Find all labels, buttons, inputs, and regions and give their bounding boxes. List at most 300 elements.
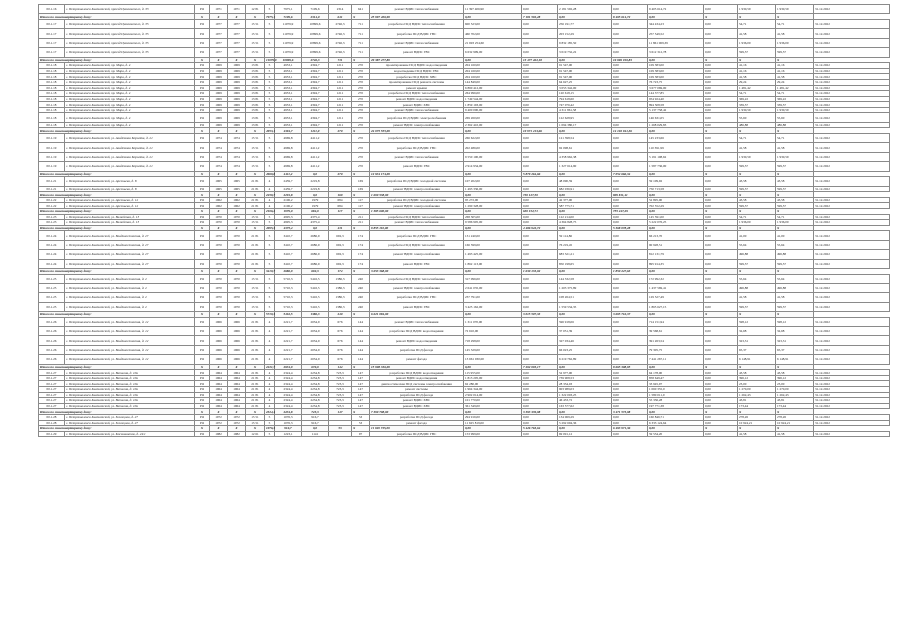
total-cell: 12 934 174,00 — [370, 171, 464, 177]
table-cell: 11079,9 — [275, 48, 302, 57]
table-cell: 0,00 — [704, 91, 738, 97]
total-cell: 730 127,50 — [522, 192, 558, 198]
table-cell: 5 — [265, 91, 275, 97]
table-cell: 145 233,66 — [648, 134, 704, 143]
table-cell: 1386,3 — [329, 293, 352, 302]
table-cell: 1211 — [329, 63, 352, 69]
work-type-cell: ремонт ВДИС водоотведения — [370, 375, 464, 381]
table-cell: 2746,3 — [329, 19, 352, 28]
table-cell: 0,00 — [612, 19, 648, 28]
total-cell: X — [228, 426, 246, 432]
table-cell: 1 936,00 — [738, 38, 776, 47]
table-cell: 21 81 — [246, 387, 265, 393]
table-cell: 0,00 — [612, 162, 648, 171]
table-cell: 1964 — [210, 403, 228, 409]
table-cell: 0,00 — [522, 38, 558, 47]
table-cell: 43,58 — [776, 197, 814, 203]
total-cell: X — [352, 409, 370, 415]
table-cell: 00.1.18 — [39, 102, 65, 108]
table-cell: 0,00 — [612, 48, 648, 57]
table-cell: 278,26 — [738, 414, 776, 420]
table-cell: 240 — [352, 293, 370, 302]
address-cell: г. Петропавловск-Камчатский, ул. Владивостокская, д. 27 — [65, 231, 195, 240]
table-cell: 31.12.2022 — [814, 38, 890, 47]
address-cell: г. Петропавловск-Камчатский, ул. Владивостокская, д. 12 — [65, 336, 195, 345]
total-cell: X — [352, 208, 370, 214]
table-cell: 31.12.2022 — [814, 250, 890, 259]
total-cell: X — [352, 171, 370, 177]
table-cell: 4 — [265, 381, 275, 387]
table-cell: 0,00 — [522, 398, 558, 404]
table-cell: 0,00 — [522, 79, 558, 85]
table-cell: 1 964 344,00 — [464, 387, 522, 393]
table-cell: 0,00 — [704, 134, 738, 143]
table-cell: 7 441 267,11 — [648, 355, 704, 364]
table-cell: 684 — [329, 203, 352, 209]
table-cell: 13 81 — [246, 122, 265, 128]
table-cell: 55,60 — [776, 113, 814, 122]
table-cell: 0,00 — [704, 186, 738, 192]
table-cell: 4 — [265, 203, 275, 209]
table-cell: 270 — [352, 122, 370, 128]
table-cell: 599,57 — [776, 302, 814, 311]
table-cell: 0,00 — [704, 387, 738, 393]
address-cell: г. Петропавловск-Камчатский, ул. Виталия, д. 10а — [65, 398, 195, 404]
table-cell: 396,12 — [776, 375, 814, 381]
table-cell: РО — [195, 152, 210, 161]
table-cell: 13 81 — [246, 63, 265, 69]
table-cell: 1 203 375,89 — [558, 283, 612, 292]
table-cell: 270 — [352, 113, 370, 122]
table-cell: 4 — [265, 403, 275, 409]
table-cell: 2034,9 — [302, 345, 329, 354]
table-cell: 723,3 — [329, 370, 352, 376]
table-cell: 0,00 — [612, 134, 648, 143]
table-cell: 59 114,86 — [558, 231, 612, 240]
table-cell: 00.1.27 — [39, 392, 65, 398]
table-cell: 1977 — [228, 19, 246, 28]
table-cell: 599,57 — [738, 162, 776, 171]
total-cell: 144 — [329, 364, 352, 370]
table-cell: 369,22 — [738, 96, 776, 102]
table-cell: 31.12.2022 — [814, 48, 890, 57]
table-cell: 4 — [265, 375, 275, 381]
table-cell: 1970 — [210, 274, 228, 283]
table-cell: 00.1.16 — [39, 5, 65, 14]
work-type-cell: разработка ПСД ВДИС теплоснабжения — [370, 274, 464, 283]
total-cell: X — [210, 128, 228, 134]
table-cell: 3 425 162,00 — [464, 302, 522, 311]
address-cell: г. Петропавловск-Камчатский, пр. Мира, д. 4 — [65, 85, 195, 91]
table-cell: 916,7 — [302, 420, 329, 426]
table-cell: 0,00 — [522, 74, 558, 80]
table-cell: 1970 — [210, 302, 228, 311]
work-type-cell: ремонт ВДИС ГВС — [370, 48, 464, 57]
table-cell: 15 51 — [246, 283, 265, 292]
work-type-cell: разработка ПСД ВДИС теплоснабжения — [370, 214, 464, 220]
total-cell: 641 — [329, 14, 352, 20]
table-cell: 5 — [265, 220, 275, 226]
table-cell: 0,00 — [612, 392, 648, 398]
table-cell: 294 916,00 — [464, 414, 522, 420]
table-cell: 6 148,91 — [776, 355, 814, 364]
total-cell: X — [352, 192, 370, 198]
table-cell: 711 — [352, 38, 370, 47]
table-cell: 1970 — [228, 283, 246, 292]
table-cell: 15 51 — [246, 214, 265, 220]
table-cell: 4 364 828,75 — [558, 220, 612, 226]
table-cell: 1211 — [329, 85, 352, 91]
total-cell: 0,00 — [558, 57, 612, 63]
total-cell: 0,00 — [648, 171, 704, 177]
table-cell: 1966 — [210, 317, 228, 326]
table-cell: 0,00 — [704, 414, 738, 420]
total-cell: 0,00 — [648, 14, 704, 20]
table-cell: РО — [195, 231, 210, 240]
table-cell: 9 586 905,00 — [464, 220, 522, 226]
total-cell: X — [195, 225, 210, 231]
table-cell: 1211 — [329, 68, 352, 74]
total-cell: X — [352, 312, 370, 318]
table-cell: РО — [195, 274, 210, 283]
table-cell: 4411,2 — [302, 134, 329, 143]
table-cell: 1964 — [228, 381, 246, 387]
table-row — [39, 19, 890, 28]
table-cell: 1 930,59 — [776, 107, 814, 113]
table-cell: 1977 — [210, 29, 228, 38]
table-cell: 5 — [265, 274, 275, 283]
table-cell: 0,00 — [612, 420, 648, 426]
table-cell: 3 677 069,00 — [648, 85, 704, 91]
table-cell: 2221,7 — [275, 345, 302, 354]
table-cell: 1974 — [210, 152, 228, 161]
total-cell: X — [195, 426, 210, 432]
total-cell: 0,00 — [558, 409, 612, 415]
table-cell: 4 — [265, 355, 275, 364]
table-cell: 00.1.24 — [39, 231, 65, 240]
table-cell: 1969 — [228, 113, 246, 122]
table-cell: 5 — [265, 420, 275, 426]
table-cell: 714 151,94 — [648, 317, 704, 326]
work-type-cell: ремонт ВДИС ГВС — [370, 162, 464, 171]
table-cell: РО — [195, 403, 210, 409]
work-type-cell: ремонт ВДИС электроснабжения — [370, 203, 464, 209]
work-type-cell: разработка ПСД ВДИС водоотведения — [370, 370, 464, 376]
table-cell: РО — [195, 336, 210, 345]
table-cell: 0,00 — [612, 302, 648, 311]
table-cell: 91 547,00 — [558, 68, 612, 74]
table-cell: РО — [195, 177, 210, 186]
address-cell: г. Петропавловск-Камчатский, ул. Владивостокская, д. 12 — [65, 317, 195, 326]
table-cell: 4394,7 — [302, 63, 329, 69]
table-cell: РО — [195, 283, 210, 292]
table-cell: 1969 — [210, 79, 228, 85]
total-cell: X — [228, 268, 246, 274]
total-cell: X — [210, 409, 228, 415]
address-cell: г. Петропавловск-Камчатский, ул. Виталия, д. 10а — [65, 403, 195, 409]
table-cell: 147 — [352, 403, 370, 409]
total-cell: X — [195, 14, 210, 20]
total-cell: X — [210, 57, 228, 63]
table-cell: 173,44 — [776, 403, 814, 409]
table-cell: 1 290 328,00 — [464, 203, 522, 209]
table-cell: 131 240,00 — [464, 231, 522, 240]
total-cell: 0,00 — [558, 364, 612, 370]
table-cell: 723,3 — [329, 398, 352, 404]
table-cell: 41,16 — [738, 68, 776, 74]
table-cell: 2324,4 — [275, 387, 302, 393]
table-cell: 10899,6 — [302, 38, 329, 47]
total-cell: 755 447,29 — [612, 208, 648, 214]
address-cell: г. Петропавловск-Камчатский, ул. Арсеньева, д. 8 — [65, 186, 195, 192]
table-cell: 2459,7 — [275, 177, 302, 186]
table-cell: 1977 — [228, 38, 246, 47]
total-cell: X — [352, 364, 370, 370]
table-cell: 0,00 — [612, 414, 648, 420]
table-cell: 2746,3 — [329, 29, 352, 38]
table-cell: 2 902 014,00 — [464, 392, 522, 398]
table-cell: 1977 — [210, 38, 228, 47]
table-cell: 2686,9 — [302, 259, 329, 268]
table-cell: 54,71 — [776, 214, 814, 220]
table-cell: 00.1.17 — [39, 38, 65, 47]
total-cell: X — [776, 426, 814, 432]
table-cell: 0,00 — [612, 74, 648, 80]
total-cell: 0,00 — [464, 57, 522, 63]
table-cell: 62 280,00 — [464, 381, 522, 387]
total-label: Итого по многоквартирному дому: — [39, 312, 195, 318]
table-cell: 1 936,00 — [776, 38, 814, 47]
table-cell: 1969 — [210, 91, 228, 97]
total-cell: 7 054 666,34 — [612, 171, 648, 177]
table-cell: 0,00 — [522, 283, 558, 292]
work-type-cell: ремонт ВДИС теплоснабжения — [370, 220, 464, 226]
total-cell: 0,00 — [464, 171, 522, 177]
work-type-cell: ремонт ВДИС электроснабжения — [370, 283, 464, 292]
table-cell: 00.1.18 — [39, 107, 65, 113]
table-cell: 270 — [352, 68, 370, 74]
table-cell: 41,58 — [738, 29, 776, 38]
table-cell: 00.1.27 — [39, 381, 65, 387]
work-type-cell: ремонт крыши — [370, 85, 464, 91]
table-cell: 711 — [352, 19, 370, 28]
table-cell: 1386,3 — [329, 283, 352, 292]
table-cell: 0,00 — [522, 143, 558, 152]
table-cell: 1962 — [228, 203, 246, 209]
total-cell: X — [704, 57, 738, 63]
table-cell: 00.1.19 — [39, 143, 65, 152]
table-cell: 69 091,12 — [558, 431, 612, 437]
table-cell: 3410,7 — [275, 240, 302, 249]
table-cell: 00.1.18 — [39, 63, 65, 69]
table-cell: 1 060 355,0 — [648, 387, 704, 393]
total-cell: 1 600 538,00 — [370, 192, 464, 198]
table-cell: 5 292 694,36 — [558, 420, 612, 426]
table-cell: 317 096,00 — [464, 274, 522, 283]
table-cell: 174 — [352, 250, 370, 259]
table-cell: 858 649,47 — [648, 375, 704, 381]
total-cell: X — [246, 225, 265, 231]
table-cell: РО — [195, 387, 210, 393]
table-cell: 92 098,61 — [558, 143, 612, 152]
total-cell: 270 — [329, 171, 352, 177]
table-cell: 587 775,71 — [558, 203, 612, 209]
total-cell: X — [704, 171, 738, 177]
table-cell: 270 — [352, 152, 370, 161]
table-cell: 00.1.28 — [39, 420, 65, 426]
table-cell: 0,00 — [612, 177, 648, 186]
table-cell: 0,00 — [612, 29, 648, 38]
work-type-cell: ремонт фасада — [370, 355, 464, 364]
total-cell: 7975,1 — [266, 14, 276, 19]
table-cell: 0,00 — [704, 231, 738, 240]
table-cell: 00.1.19 — [39, 162, 65, 171]
table-cell: 00.1.18 — [39, 113, 65, 122]
table-cell: 211 — [352, 214, 370, 220]
table-cell: 21 81 — [246, 317, 265, 326]
total-cell: X — [704, 268, 738, 274]
table-cell: 1972 — [210, 420, 228, 426]
table-cell: РО — [195, 431, 210, 437]
table-cell: 1964 — [228, 392, 246, 398]
table-cell: 0,00 — [522, 85, 558, 91]
table-cell: 97 — [352, 431, 370, 437]
work-type-cell: разработка ПСД фасада — [370, 414, 464, 420]
capital-repair-table — [38, 4, 890, 437]
table-cell: 5 137 758,42 — [648, 107, 704, 113]
work-type-cell: ремонт ВДИС ГВС — [370, 259, 464, 268]
address-cell: г. Петропавловск-Камчатский, ул. Владивостокская, д. 12 — [65, 327, 195, 336]
table-cell: 1979 — [302, 197, 329, 203]
table-cell: 2746,3 — [329, 48, 352, 57]
table-cell: 21 81 — [246, 392, 265, 398]
table-cell: 121 398,54 — [558, 134, 612, 143]
table-cell: 15 51 — [246, 293, 265, 302]
table-cell: 0,00 — [522, 231, 558, 240]
table-cell: 00.1.23 — [39, 214, 65, 220]
table-cell: 4 — [265, 177, 275, 186]
table-cell: 0,00 — [612, 317, 648, 326]
total-cell: X — [210, 14, 228, 20]
table-cell: 7109,6 — [302, 5, 329, 14]
table-cell: 599,57 — [776, 259, 814, 268]
table-cell: 5 — [265, 240, 275, 249]
total-cell: 3 015 507,33 — [522, 312, 558, 318]
total-cell: 24 075 555,00 — [370, 128, 464, 134]
table-cell: 4953,1 — [275, 107, 302, 113]
work-type-cell: разработка ПСД ВДИС ГВС — [370, 431, 464, 437]
total-cell: X — [776, 14, 814, 20]
table-row — [39, 29, 890, 38]
address-cell: г. Петропавловск-Камчатский, ул. Вилюйская, д. 13 — [65, 214, 195, 220]
table-cell: 1966 — [228, 345, 246, 354]
table-cell: 2034,9 — [302, 336, 329, 345]
address-cell: г. Петропавловск-Камчатский, ул. Вилюйская, д. 13 — [65, 220, 195, 226]
table-cell: 115 955,00 — [464, 370, 522, 376]
table-cell: 41,58 — [776, 29, 814, 38]
table-cell: 0,00 — [522, 152, 558, 161]
total-cell: X — [210, 208, 228, 214]
table-cell: 1970 — [210, 231, 228, 240]
table-cell: 1970 — [228, 302, 246, 311]
table-cell: 31.12.2022 — [814, 293, 890, 302]
table-cell: 599,57 — [738, 186, 776, 192]
work-type-cell: разработка ПСД фасада — [370, 392, 464, 398]
address-cell: г. Петропавловск-Камчатский, пр. Мира, д. 4 — [65, 79, 195, 85]
table-cell: 29,24 — [776, 79, 814, 85]
total-cell: X — [738, 268, 776, 274]
table-cell: 1964 — [210, 392, 228, 398]
table-cell: 4953,1 — [275, 68, 302, 74]
table-cell: 11079,9 — [275, 29, 302, 38]
total-cell: 10899,6 — [275, 57, 302, 63]
table-cell: 1 270,00 — [738, 387, 776, 393]
table-cell: 2034,9 — [302, 327, 329, 336]
total-cell: X — [738, 171, 776, 177]
table-cell — [329, 431, 352, 437]
table-cell: 1970 — [210, 220, 228, 226]
work-type-cell: ремонт ВДИС электроснабжения — [370, 186, 464, 192]
table-cell: 107 202,00 — [464, 177, 522, 186]
table-cell: 0,00 — [704, 336, 738, 345]
work-type-cell: разработка ПСД ВДИС теплоснабжения — [370, 240, 464, 249]
total-cell: X — [738, 225, 776, 231]
table-cell: 0,00 — [522, 113, 558, 122]
table-cell: 12 61 — [246, 431, 265, 437]
table-cell: 460 702,00 — [464, 29, 522, 38]
table-cell: 117 — [352, 197, 370, 203]
total-cell: 2686,9 — [275, 268, 302, 274]
table-row — [39, 336, 890, 345]
table-cell: 0,00 — [704, 398, 738, 404]
table-cell: 1965 — [210, 186, 228, 192]
table-cell: 10 924,21 — [738, 420, 776, 426]
table-cell: 43,58 — [776, 177, 814, 186]
work-type-cell: ремонт ВДИС электроснабжения — [370, 250, 464, 259]
total-cell: 0,00 — [648, 57, 704, 63]
table-cell: 147 — [352, 392, 370, 398]
table-cell: 0,00 — [704, 302, 738, 311]
table-cell: 0,00 — [704, 317, 738, 326]
table-cell: 1970 — [228, 240, 246, 249]
table-cell: 1970 — [210, 283, 228, 292]
table-cell: 5 — [265, 48, 275, 57]
table-cell: 1969 — [228, 85, 246, 91]
table-cell: 4394,7 — [302, 113, 329, 122]
table-cell: 00.1.26 — [39, 327, 65, 336]
address-cell: г. Петропавловск-Камчатский, ул. Зеленцова, д. 27 — [65, 420, 195, 426]
table-cell: 0,00 — [522, 250, 558, 259]
table-cell: 00.1.18 — [39, 85, 65, 91]
work-type-cell: ремонт ВДИС ХВС — [370, 398, 464, 404]
table-cell: 00.1.27 — [39, 375, 65, 381]
table-cell: 1972 — [228, 420, 246, 426]
table-cell: 2034,9 — [302, 317, 329, 326]
table-cell: 0,00 — [522, 5, 558, 14]
table-cell: 1076,3 — [275, 414, 302, 420]
table-cell: 0,00 — [522, 19, 558, 28]
table-cell: 4995,3 — [275, 214, 302, 220]
table-cell: 1 493 336,00 — [464, 186, 522, 192]
table-cell: 5 — [265, 96, 275, 102]
table-cell: 00.1.19 — [39, 152, 65, 161]
total-cell: 7 390 798,00 — [370, 409, 464, 415]
table-cell: 41,58 — [776, 143, 814, 152]
table-cell: 43,58 — [738, 197, 776, 203]
table-cell: 00.1.25 — [39, 283, 65, 292]
address-cell: г. Петропавловск-Камчатский, ул. Академика Королёва, д. 21 — [65, 152, 195, 161]
table-cell: 00.1.22 — [39, 203, 65, 209]
